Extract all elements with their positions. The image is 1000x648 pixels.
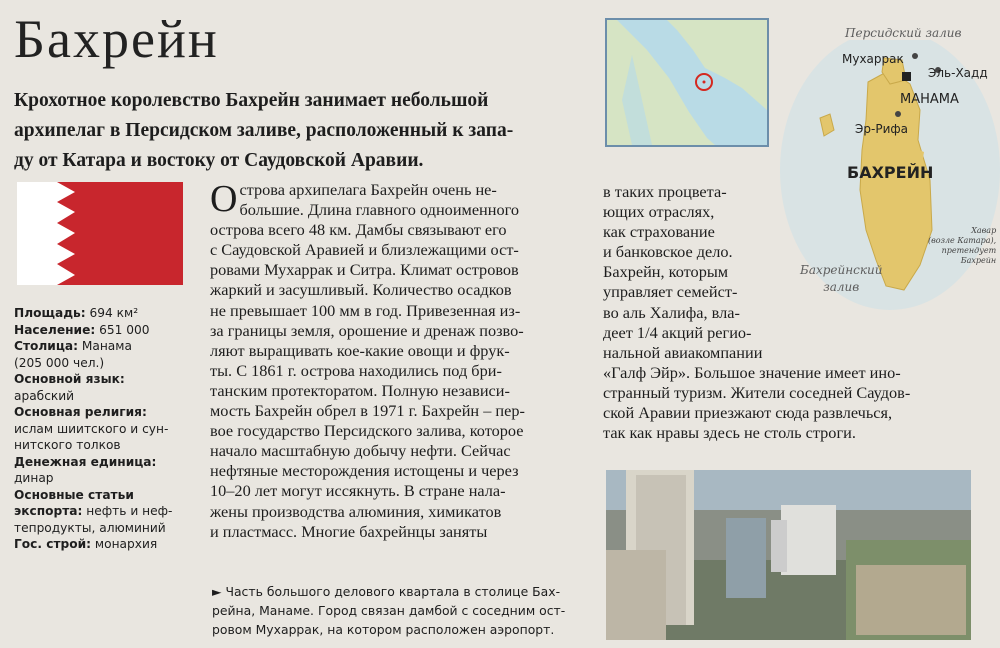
body-line: управляет семейст- xyxy=(603,282,738,302)
fact-capital: Столица: Манама xyxy=(14,339,132,353)
body-line: странный туризм. Жители соседней Саудов- xyxy=(603,382,911,402)
body-line: ской Аравии приезжают сюда развлечься, xyxy=(603,403,893,423)
body-line: Бахрейн, которым xyxy=(603,262,729,282)
body-line: ляют выращивать кое-какие овощи и фрук- xyxy=(210,340,510,360)
body-line: не превышает 100 мм в год. Привезенная из- xyxy=(210,300,521,320)
caption-line: рейна, Манаме. Город связан дамбой с соседним ост- xyxy=(212,603,566,618)
body-line: нальной авиакомпании xyxy=(603,342,763,362)
drop-cap: О xyxy=(210,178,238,220)
city-photo xyxy=(606,470,971,640)
fact-religion-value: ислам шиитского и сун- xyxy=(14,421,169,436)
body-line: нефтяные месторождения истощены и через xyxy=(210,461,519,481)
fact-exports-label: Основные статьи xyxy=(14,487,134,502)
lead-line: ду от Катара и востоку от Саудовской Аравии. xyxy=(14,150,424,171)
fact-religion-label: Основная религия: xyxy=(14,405,147,419)
photo-caption xyxy=(212,582,592,639)
locator-map xyxy=(605,18,769,147)
body-line: как страхование xyxy=(603,222,715,242)
lead-paragraph xyxy=(14,86,589,176)
map-note-hawar: Хавар (возле Катара), претендует Бахрейн xyxy=(928,226,997,265)
fact-government: Гос. строй: монархия xyxy=(14,537,158,551)
fact-exports-cont: тепродукты, алюминий xyxy=(14,520,166,535)
body-line: ты. С 1861 г. острова находились под бри- xyxy=(210,360,502,380)
body-column-1 xyxy=(210,180,525,542)
body-line: и пластмасс. Многие бахрейнцы заняты xyxy=(210,521,488,541)
country-facts xyxy=(14,305,204,553)
fact-exports: экспорта: нефть и неф- xyxy=(14,504,173,518)
lead-line: архипелаг в Персидском заливе, расположенный к запа- xyxy=(14,120,514,141)
body-line: и банковское дело. xyxy=(603,242,733,262)
body-line: острова всего 48 км. Дамбы связывают его xyxy=(210,220,507,240)
fact-language-label: Основной язык: xyxy=(14,372,125,386)
body-line: начало масштабную добычу нефти. Сейчас xyxy=(210,441,511,461)
fact-population: Население: 651 000 xyxy=(14,322,150,337)
body-line: в таких процвета- xyxy=(603,182,727,201)
body-line: 10–20 лет могут иссякнуть. В стране нала- xyxy=(210,481,506,501)
body-line: танским протекторатом. Полную независи- xyxy=(210,380,510,400)
body-line: деет 1/4 акций регио- xyxy=(603,322,752,342)
city-photo-graphic xyxy=(606,470,971,640)
lead-line: Крохотное королевство Бахрейн занимает небольшой xyxy=(14,90,489,111)
body-line: «Галф Эйр». Большое значение имеет ино- xyxy=(603,362,901,382)
bahrain-flag xyxy=(17,182,183,285)
body-line: с Саудовской Аравией и близлежащими ост- xyxy=(210,240,519,260)
fact-religion-value-cont: нитского толков xyxy=(14,438,121,452)
body-line: большие. Длина главного одноименного xyxy=(239,200,520,220)
fact-capital-population: (205 000 чел.) xyxy=(14,355,105,370)
map-label-el-hadd: Эль-Хадд xyxy=(928,66,988,80)
body-line: жены производства алюминия, химикатов xyxy=(210,501,502,521)
fact-currency-value: динар xyxy=(14,471,54,485)
body-line: вое государство Персидского залива, которое xyxy=(210,421,524,441)
map-label-country: БАХРЕЙН xyxy=(847,163,934,182)
caption-line: ровом Мухаррак, на котором расположен аэропорт. xyxy=(212,622,555,637)
map-label-er-rifa: Эр-Рифа xyxy=(855,122,908,136)
caption-line: ► Часть большого делового квартала в столице Бах- xyxy=(212,584,561,599)
locator-map-graphic xyxy=(607,20,767,145)
body-line: так как нравы здесь не столь строги. xyxy=(603,423,856,443)
fact-language-value: арабский xyxy=(14,388,75,403)
body-line: во аль Халифа, вла- xyxy=(603,302,740,322)
body-line: ровами Мухаррак и Ситра. Климат островов xyxy=(210,260,519,280)
map-label-bahrain-gulf: Бахрейнский залив xyxy=(800,263,883,294)
page-title: Бахрейн xyxy=(14,9,219,69)
map-label-persian-gulf: Персидский залив xyxy=(845,26,962,40)
body-line: мость Бахрейн обрел в 1971 г. Бахрейн – пер- xyxy=(210,401,525,421)
fact-area: Площадь: 694 км² xyxy=(14,306,139,320)
body-line: жаркий и засушливый. Количество осадков xyxy=(210,280,512,300)
body-line: ющих отраслях, xyxy=(603,202,715,222)
fact-currency-label: Денежная единица: xyxy=(14,454,157,469)
flag-serrated-band xyxy=(17,182,183,285)
map-label-muharraq: Мухаррак xyxy=(842,52,904,66)
map-label-manama: МАНАМА xyxy=(900,92,959,107)
body-line: за границы земля, орошение и дренаж позво- xyxy=(210,320,524,340)
body-line: строва архипелага Бахрейн очень не- xyxy=(239,180,497,199)
